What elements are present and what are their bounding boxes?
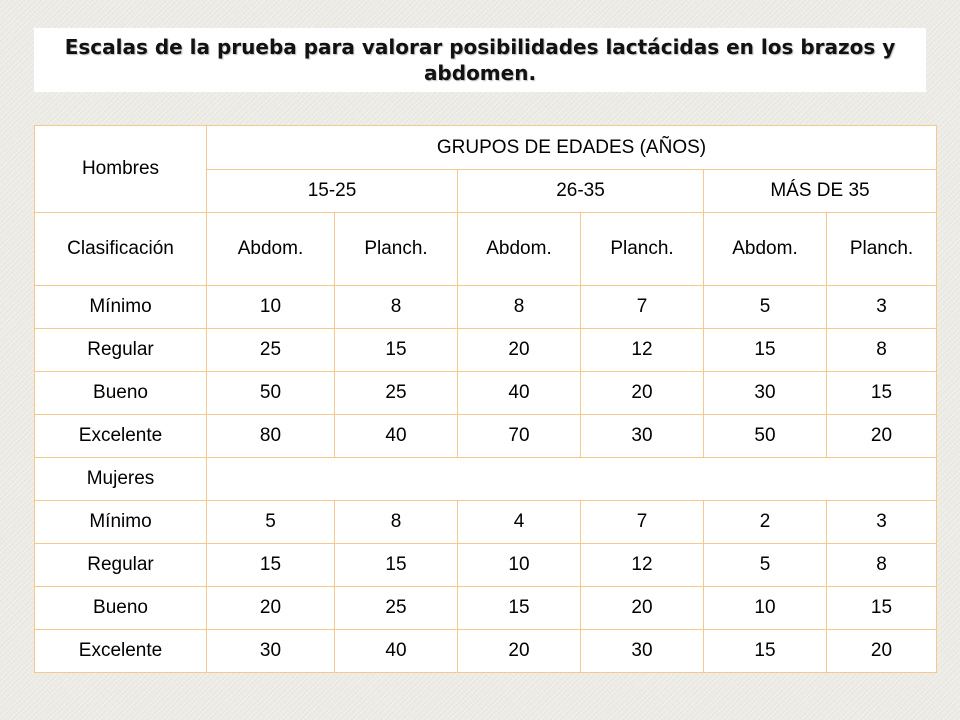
- value-cell: 20: [827, 630, 937, 673]
- table-row: [35, 329, 937, 372]
- age-group-header: 15-25: [207, 170, 458, 213]
- page-title: Escalas de la prueba para valorar posibilidades lactácidas en los brazos y abdomen.: [64, 35, 896, 85]
- value-cell: 30: [704, 372, 827, 415]
- subheader-cell: Abdom.: [704, 213, 827, 286]
- value-cell: 50: [704, 415, 827, 458]
- value-cell: 5: [704, 544, 827, 587]
- value-cell: 15: [335, 544, 458, 587]
- value-cell: 30: [581, 630, 704, 673]
- value-cell: 10: [704, 587, 827, 630]
- value-cell: 15: [458, 587, 581, 630]
- row-label: Bueno: [35, 587, 207, 630]
- value-cell: 40: [458, 372, 581, 415]
- title-box: [34, 28, 926, 92]
- header-row-subheaders: [35, 213, 937, 286]
- value-cell: 7: [581, 501, 704, 544]
- value-cell: 10: [207, 286, 335, 329]
- value-cell: 12: [581, 329, 704, 372]
- value-cell: 15: [827, 372, 937, 415]
- row-label: Mínimo: [35, 501, 207, 544]
- value-cell: 10: [458, 544, 581, 587]
- subheader-cell: Planch.: [581, 213, 704, 286]
- table-row: [35, 286, 937, 329]
- row-label: Excelente: [35, 630, 207, 673]
- value-cell: 80: [207, 415, 335, 458]
- row-label: Regular: [35, 544, 207, 587]
- header-row-groups: [35, 126, 937, 170]
- corner-header: Hombres: [35, 126, 207, 213]
- scores-table: [34, 125, 937, 673]
- value-cell: 15: [704, 630, 827, 673]
- value-cell: 8: [458, 286, 581, 329]
- value-cell: 8: [335, 501, 458, 544]
- value-cell: 8: [335, 286, 458, 329]
- table-row: [35, 544, 937, 587]
- value-cell: 15: [207, 544, 335, 587]
- value-cell: 40: [335, 630, 458, 673]
- value-cell: 3: [827, 501, 937, 544]
- value-cell: 5: [704, 286, 827, 329]
- subheader-cell: Abdom.: [207, 213, 335, 286]
- table-row: [35, 501, 937, 544]
- value-cell: 70: [458, 415, 581, 458]
- table-row: [35, 630, 937, 673]
- row-label: Mínimo: [35, 286, 207, 329]
- women-section-spacer: [207, 458, 937, 501]
- women-section-row: [35, 458, 937, 501]
- value-cell: 8: [827, 329, 937, 372]
- value-cell: 7: [581, 286, 704, 329]
- value-cell: 30: [207, 630, 335, 673]
- subheader-cell: Planch.: [335, 213, 458, 286]
- value-cell: 5: [207, 501, 335, 544]
- value-cell: 8: [827, 544, 937, 587]
- value-cell: 40: [335, 415, 458, 458]
- age-group-header: 26-35: [458, 170, 704, 213]
- value-cell: 20: [581, 372, 704, 415]
- value-cell: 15: [335, 329, 458, 372]
- value-cell: 4: [458, 501, 581, 544]
- group-header: GRUPOS DE EDADES (AÑOS): [207, 126, 937, 170]
- value-cell: 15: [704, 329, 827, 372]
- value-cell: 20: [827, 415, 937, 458]
- table-row: [35, 587, 937, 630]
- value-cell: 50: [207, 372, 335, 415]
- classification-header: Clasificación: [35, 213, 207, 286]
- table-row: [35, 372, 937, 415]
- row-label: Regular: [35, 329, 207, 372]
- age-group-header: MÁS DE 35: [704, 170, 937, 213]
- value-cell: 20: [458, 329, 581, 372]
- value-cell: 25: [335, 372, 458, 415]
- value-cell: 12: [581, 544, 704, 587]
- value-cell: 25: [207, 329, 335, 372]
- subheader-cell: Abdom.: [458, 213, 581, 286]
- value-cell: 3: [827, 286, 937, 329]
- row-label: Excelente: [35, 415, 207, 458]
- table-row: [35, 415, 937, 458]
- value-cell: 25: [335, 587, 458, 630]
- women-section-label: Mujeres: [35, 458, 207, 501]
- value-cell: 20: [458, 630, 581, 673]
- value-cell: 30: [581, 415, 704, 458]
- value-cell: 20: [581, 587, 704, 630]
- row-label: Bueno: [35, 372, 207, 415]
- value-cell: 15: [827, 587, 937, 630]
- value-cell: 2: [704, 501, 827, 544]
- subheader-cell: Planch.: [827, 213, 937, 286]
- value-cell: 20: [207, 587, 335, 630]
